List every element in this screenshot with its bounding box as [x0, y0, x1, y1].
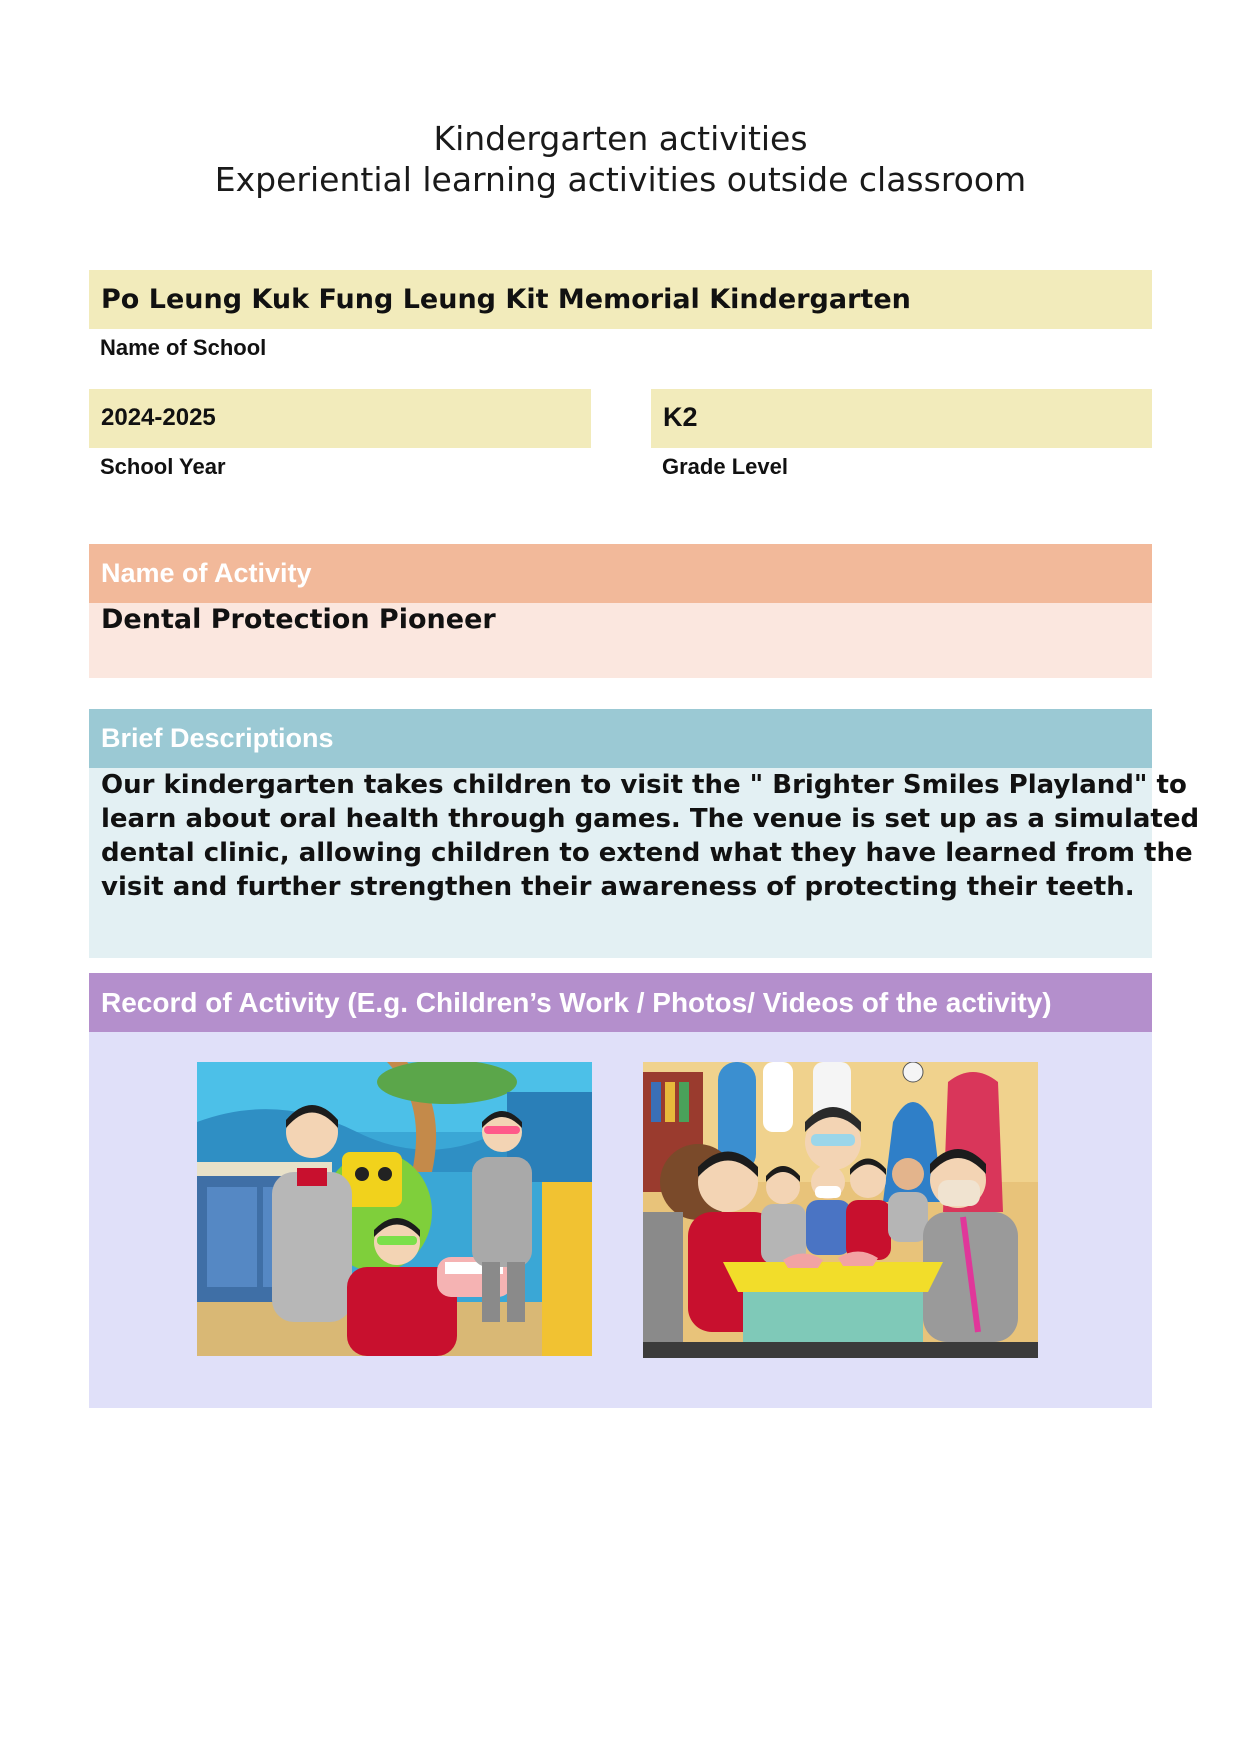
page-title	[0, 118, 1241, 200]
school-name-field: Po Leung Kuk Fung Leung Kit Memorial Kindergarten	[89, 270, 1152, 329]
description-heading: Brief Descriptions	[89, 709, 1152, 768]
description-line: Our kindergarten takes children to visit the " Brighter Smiles Playland" to	[101, 770, 1187, 800]
description-line: dental clinic, allowing children to extend what they have learned from the	[101, 838, 1193, 868]
activity-name-value: Dental Protection Pioneer	[89, 603, 1152, 678]
activity-photo-1	[197, 1062, 592, 1356]
school-year-field: 2024-2025	[89, 389, 591, 448]
description-line: visit and further strengthen their awareness of protecting their teeth.	[101, 872, 1135, 902]
activity-name-heading: Name of Activity	[89, 544, 1152, 603]
grade-level-field: K2	[651, 389, 1152, 448]
record-heading: Record of Activity (E.g. Children’s Work / Photos/ Videos of the activity)	[89, 973, 1152, 1032]
grade-level-label: Grade Level	[662, 454, 788, 479]
title-line-1: Kindergarten activities	[433, 119, 808, 158]
description-body	[89, 768, 1200, 958]
school-year-label: School Year	[100, 454, 226, 479]
activity-photo-2	[643, 1062, 1038, 1358]
school-name-label: Name of School	[100, 335, 267, 360]
title-line-2: Experiential learning activities outside classroom	[214, 160, 1027, 199]
description-line: learn about oral health through games. The venue is set up as a simulated	[101, 804, 1200, 834]
